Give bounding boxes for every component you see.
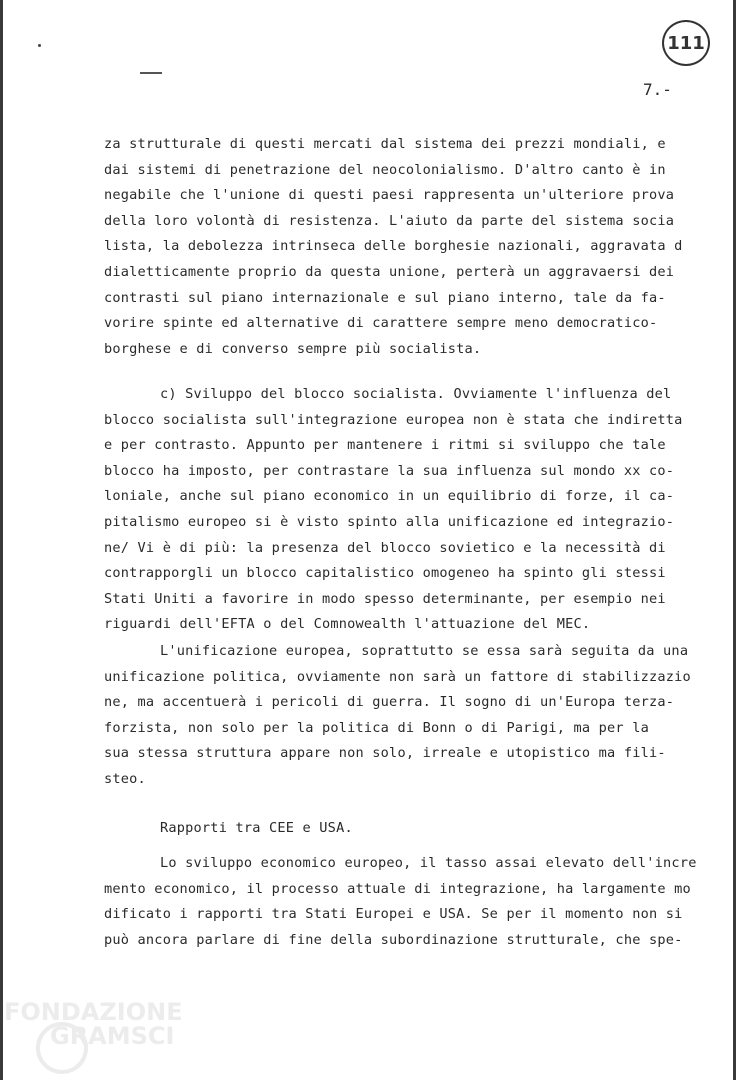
text-line: può ancora parlare di fine della subordinazione strutturale, che spe-: [104, 932, 683, 948]
text-line: dificato i rapporti tra Stati Europei e USA. Se per il momento non si: [104, 906, 683, 922]
text-line: vorire spinte ed alternative di carattere sempre meno democratico-: [104, 315, 658, 331]
text-line: borghese e di converso sempre più socialista.: [104, 341, 482, 357]
text-line: e per contrasto. Appunto per mantenere i ritmi si sviluppo che tale: [104, 437, 666, 453]
watermark: [4, 1000, 183, 1048]
text-line: c) Sviluppo del blocco socialista. Ovviamente l'influenza del: [160, 386, 672, 402]
scan-speck: [38, 44, 41, 47]
text-line: negabile che l'unione di questi paesi rappresenta un'ulteriore prova: [104, 187, 675, 203]
scan-edge-left: [0, 0, 3, 1080]
text-line: forzista, non solo per la politica di Bonn o di Parigi, ma per la: [104, 720, 649, 736]
text-line: dai sistemi di penetrazione del neocolonialismo. D'altro canto è in: [104, 162, 666, 178]
archive-stamp: 111: [662, 20, 710, 66]
text-line: steo.: [104, 771, 146, 787]
text-line: Lo sviluppo economico europeo, il tasso assai elevato dell'incre: [160, 855, 697, 871]
text-line: riguardi dell'EFTA o del Comnowealth l'attuazione del MEC.: [104, 616, 591, 632]
watermark-line: FONDAZIONE: [4, 998, 183, 1026]
text-line: ne/ Vi è di più: la presenza del blocco sovietico e la necessità di: [104, 540, 666, 556]
text-line: loniale, anche sul piano economico in un equilibrio di forze, il ca-: [104, 488, 675, 504]
text-line: blocco ha imposto, per contrastare la sua influenza sul mondo xx co-: [104, 463, 675, 479]
page-number: 7.-: [643, 80, 672, 99]
text-line: lista, la debolezza intrinseca delle borghesie nazionali, aggravata d: [104, 238, 683, 254]
text-line: Stati Uniti a favorire in modo spesso determinante, per esempio nei: [104, 591, 666, 607]
text-line: della loro volontà di resistenza. L'aiuto da parte del sistema socia: [104, 213, 675, 229]
text-line: pitalismo europeo si è visto spinto alla unificazione ed integrazio-: [104, 514, 675, 530]
scan-dash-mark: [140, 72, 162, 74]
text-line: L'unificazione europea, soprattutto se essa sarà seguita da una: [160, 643, 689, 659]
text-line: contrasti sul piano internazionale e sul piano interno, tale da fa-: [104, 290, 666, 306]
text-line: mento economico, il processo attuale di integrazione, ha largamente mo: [104, 881, 691, 897]
text-line: unificazione politica, ovviamente non sarà un fattore di stabilizzazio: [104, 669, 691, 685]
text-line: dialetticamente proprio da questa unione, perterà un aggravaersi dei: [104, 264, 675, 280]
section-heading: Rapporti tra CEE e USA.: [160, 820, 353, 836]
text-line: ne, ma accentuerà i pericoli di guerra. Il sogno di un'Europa terza-: [104, 694, 675, 710]
text-line: sua stessa struttura appare non solo, irreale e utopistico ma fili-: [104, 745, 666, 761]
watermark-line: GRAMSCI: [50, 1022, 175, 1050]
text-line: za strutturale di questi mercati dal sistema dei prezzi mondiali, e: [104, 136, 666, 152]
text-line: contrapporgli un blocco capitalistico omogeneo ha spinto gli stessi: [104, 565, 666, 581]
text-line: blocco socialista sull'integrazione europea non è stata che indiretta: [104, 412, 683, 428]
